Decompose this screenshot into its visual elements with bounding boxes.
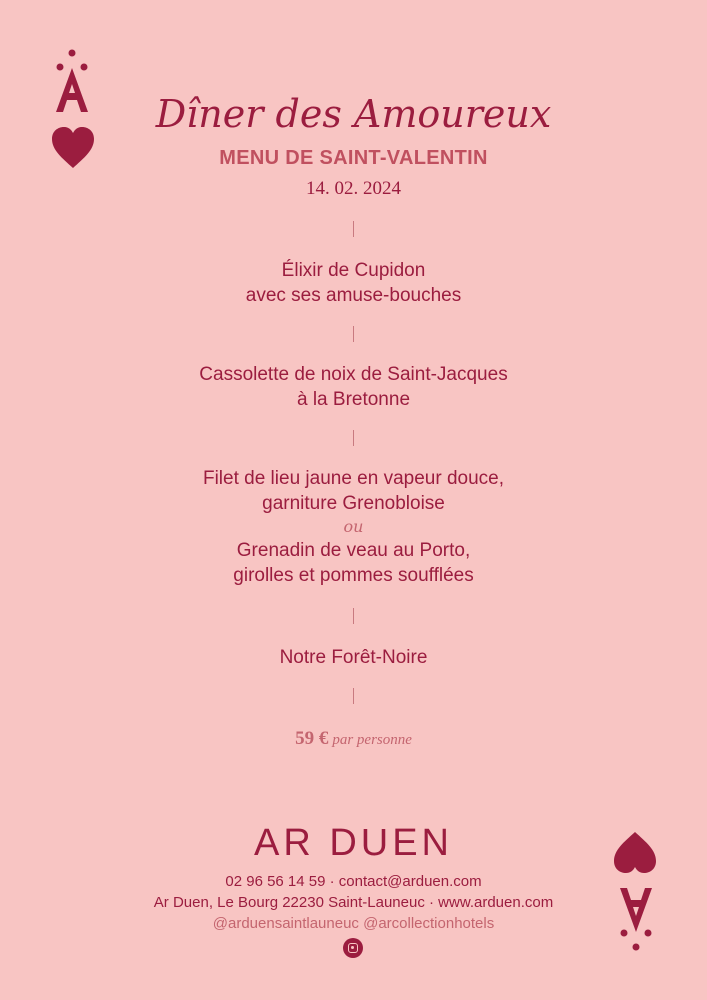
contact-block: [0, 871, 707, 934]
course-3-option-1-description: garniture Grenobloise: [262, 493, 445, 514]
course-1-description: avec ses amuse-bouches: [245, 285, 462, 306]
separator: [353, 326, 354, 342]
menu-title: Dîner des Amoureux: [155, 92, 552, 136]
separator: [353, 221, 354, 237]
course-2: [0, 362, 707, 412]
instagram-icon[interactable]: [343, 938, 363, 958]
course-1-name: Élixir de Cupidon: [281, 260, 426, 281]
course-1: [0, 258, 707, 308]
separator: [353, 608, 354, 624]
price-amount: 59 €: [295, 728, 329, 749]
price: [0, 728, 707, 750]
course-3-or: ou: [343, 517, 364, 536]
brand-logo-text: AR DUEN: [253, 822, 454, 864]
address-line: Ar Duen, Le Bourg 22230 Saint-Launeuc · www.arduen.com: [153, 894, 554, 911]
course-2-description: à la Bretonne: [296, 389, 411, 410]
separator: [353, 688, 354, 704]
course-3-option-2-description: girolles et pommes soufflées: [233, 565, 474, 586]
menu-date: 14. 02. 2024: [306, 178, 401, 199]
price-unit: par personne: [332, 732, 412, 748]
social-handles: @arduensaintlauneuc @arcollectionhotels: [212, 915, 495, 932]
course-3: [0, 466, 707, 588]
menu-subtitle: MENU DE SAINT-VALENTIN: [219, 147, 488, 169]
course-4: [0, 645, 707, 670]
course-2-name: Cassolette de noix de Saint-Jacques: [199, 364, 508, 385]
course-4-name: Notre Forêt-Noire: [279, 647, 428, 668]
course-3-option-2-name: Grenadin de veau au Porto,: [236, 540, 471, 561]
separator: [353, 430, 354, 446]
course-3-option-1-name: Filet de lieu jaune en vapeur douce,: [202, 468, 505, 489]
contact-line: 02 96 56 14 59 · contact@arduen.com: [225, 873, 482, 890]
